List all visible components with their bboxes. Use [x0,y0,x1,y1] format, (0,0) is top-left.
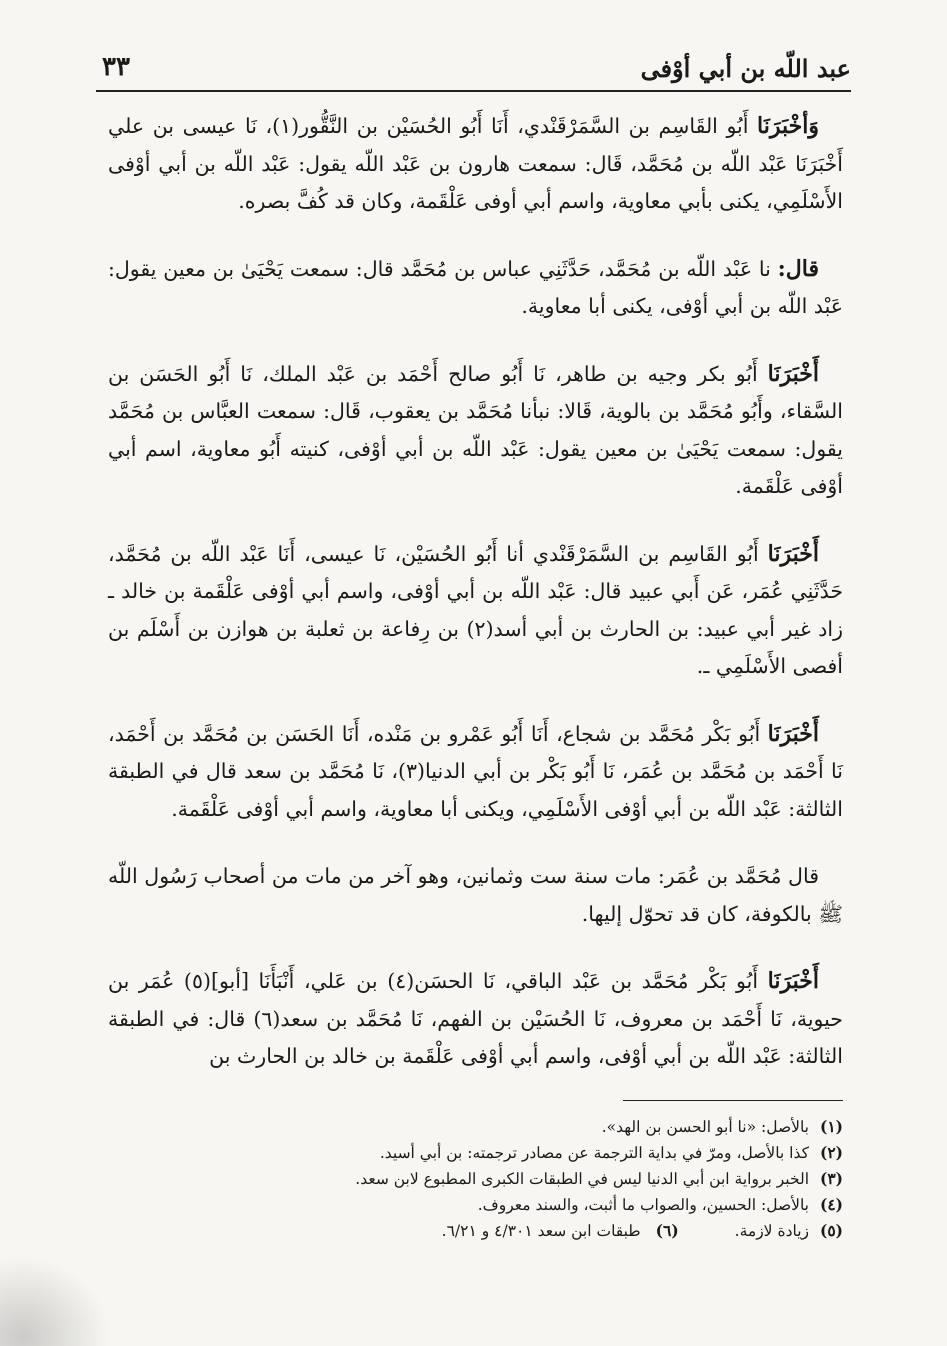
paragraph-text: نا عَبْد اللّه بن مُحَمَّد، حَدَّثَنِي عباس بن مُحَمَّد قال: سمعت يَحْيَىٰ بن معين يقول: عَبْد اللّه بن أبي أوْفى، يكنى أبا معاوية. [108,256,843,318]
paragraph [108,858,843,933]
footnote-text: طبقات ابن سعد ٤/٣٠١ و ٦/٢١. [441,1222,641,1240]
paragraph-text: أَبُو القَاسِم بن السَّمَرْقَنْدي أنا أَبُو الحُسَيْن، نَا عيسى، أَنَا عَبْد اللّه بن مُحَمَّد، حَدَّثَنِي عُمَر، عَن أَبي عبيد قال: عَبْد اللّه بن أبي أوْفى، واسم أبي أوْفى عَلْقَمة بن خالد ـ زاد غير أبي عبيد: بن الحارث بن أبي أسد(٢) بن رِفاعة بن ثعلبة بن هوازن بن أَسْلَم بن أفصى الأَسْلَمِي ـ. [108,541,843,678]
paragraph-text: أَبُو القَاسِم بن السَّمَرْقَنْدي، أَنَا أَبُو الحُسَيْن بن النَّقُّور(١)، نَا عيسى بن علي أَخْبَرَنَا عَبْد اللّه بن مُحَمَّد، قَال: سمعت هارون بن عَبْد اللّه يقول: عَبْد اللّه بن أبي أوْفى الأَسْلَمِي، يكنى بأبي معاوية، واسم أبي أوفى عَلْقَمة، وكان قد كُفَّ بصره. [108,114,843,213]
footnote-number: (٣) [819,1169,843,1188]
paragraph [108,108,843,221]
footnote-number: (١) [819,1117,843,1136]
footnote-text: زيادة لازمة. [734,1222,809,1240]
running-title: عبد اللّه بن أبي أوْفى [640,54,851,83]
footnote-number: (٢) [819,1143,843,1162]
page-number: ٣٣ [102,52,130,82]
footnote-number: (٤) [819,1195,843,1214]
footnotes [200,1114,843,1244]
paragraph-text: أَبُو بَكْر مُحَمَّد بن عَبْد الباقي، نَا الحسَن(٤) بن عَلي، أَنْبَأَنَا [أبو](٥) عُمَر بن حيوية، نَا أَحْمَد بن معروف، نَا الحُسَيْن بن الفهم، نَا مُحَمَّد بن سعد(٦) قال: في الطبقة الثالثة: عَبْد اللّه بن أبي أوْفى، واسم أبي أوْفى عَلْقَمة بن خالد بن الحارث بن [108,969,843,1068]
footnote-text: بالأصل: «نا أبو الحسن بن الهد». [601,1118,809,1136]
main-text [108,108,843,1106]
paragraph-lead: أَخْبَرَنَا [767,360,819,387]
paragraph [108,963,843,1076]
footnote [200,1114,843,1140]
paragraph-text: قال مُحَمَّد بن عُمَر: مات سنة ست وثمانين، وهو آخر من مات من أصحاب رَسُول اللّه ﷺ بالكوفة، كان قد تحوّل إليها. [108,864,843,926]
paragraph-lead: وَأخْبَرَنَا [757,113,819,139]
footnote-text: الخبر برواية ابن أبي الدنيا ليس في الطبقات الكبرى المطبوع لابن سعد. [355,1170,809,1188]
paragraph [108,356,843,506]
paragraph [108,536,843,686]
footnote [200,1140,843,1166]
paragraph-text: أَبُو بكر وجيه بن طاهر، نَا أَبُو صالح أَحْمَد بن عَبْد الملك، نَا أَبُو الحَسَن بن السَّقاء، وأَبُو مُحَمَّد بن بالوية، قَالا: نبأنا مُحَمَّد بن يعقوب، قَال: سمعت العبَّاس بن مُحَمَّد يقول: سمعت يَحْيَىٰ بن معين يقول: عَبْد اللّه بن أبي أوْفى، كنيته أَبُو معاوية، اسم أبي أوْفى عَلْقَمة. [108,361,843,498]
footnote-number: (٦) [655,1221,679,1240]
paragraph [108,716,843,829]
page-header [96,50,851,92]
footnote-divider [623,1100,843,1101]
paragraph-text: أَبُو بَكْر مُحَمَّد بن شجاع، أَنَا أَبُو عَمْرو بن مَنْده، أَنَا الحَسَن بن مُحَمَّد بن أَحْمَد، نَا أَحْمَد بن مُحَمَّد بن عُمَر، نَا أَبُو بَكْر بن أبي الدنيا(٣)، نَا مُحَمَّد بن سعد قال في الطبقة الثالثة: عَبْد اللّه بن أبي أوْفى الأَسْلَمِي، ويكنى أبا معاوية، واسم أبي أوْفى عَلْقَمة. [108,721,843,821]
footnote [200,1192,843,1218]
scan-shadow [0,1256,110,1346]
paragraph-lead: أَخْبَرَنَا [767,720,819,747]
footnote [200,1218,843,1244]
paragraph-lead: أَخْبَرَنَا [767,968,819,994]
footnote [200,1166,843,1192]
paragraph-lead: قال: [777,255,819,282]
paragraph [108,251,843,326]
footnote-number: (٥) [819,1221,843,1240]
footnote-text: بالأصل: الحسين، والصواب ما أثبت، والسند معروف. [477,1196,809,1214]
paragraph-lead: أَخْبَرَنَا [767,540,819,567]
footnote-text: كذا بالأصل، ومرّ في بداية الترجمة عن مصادر ترجمته: بن أبي أسيد. [379,1144,809,1162]
